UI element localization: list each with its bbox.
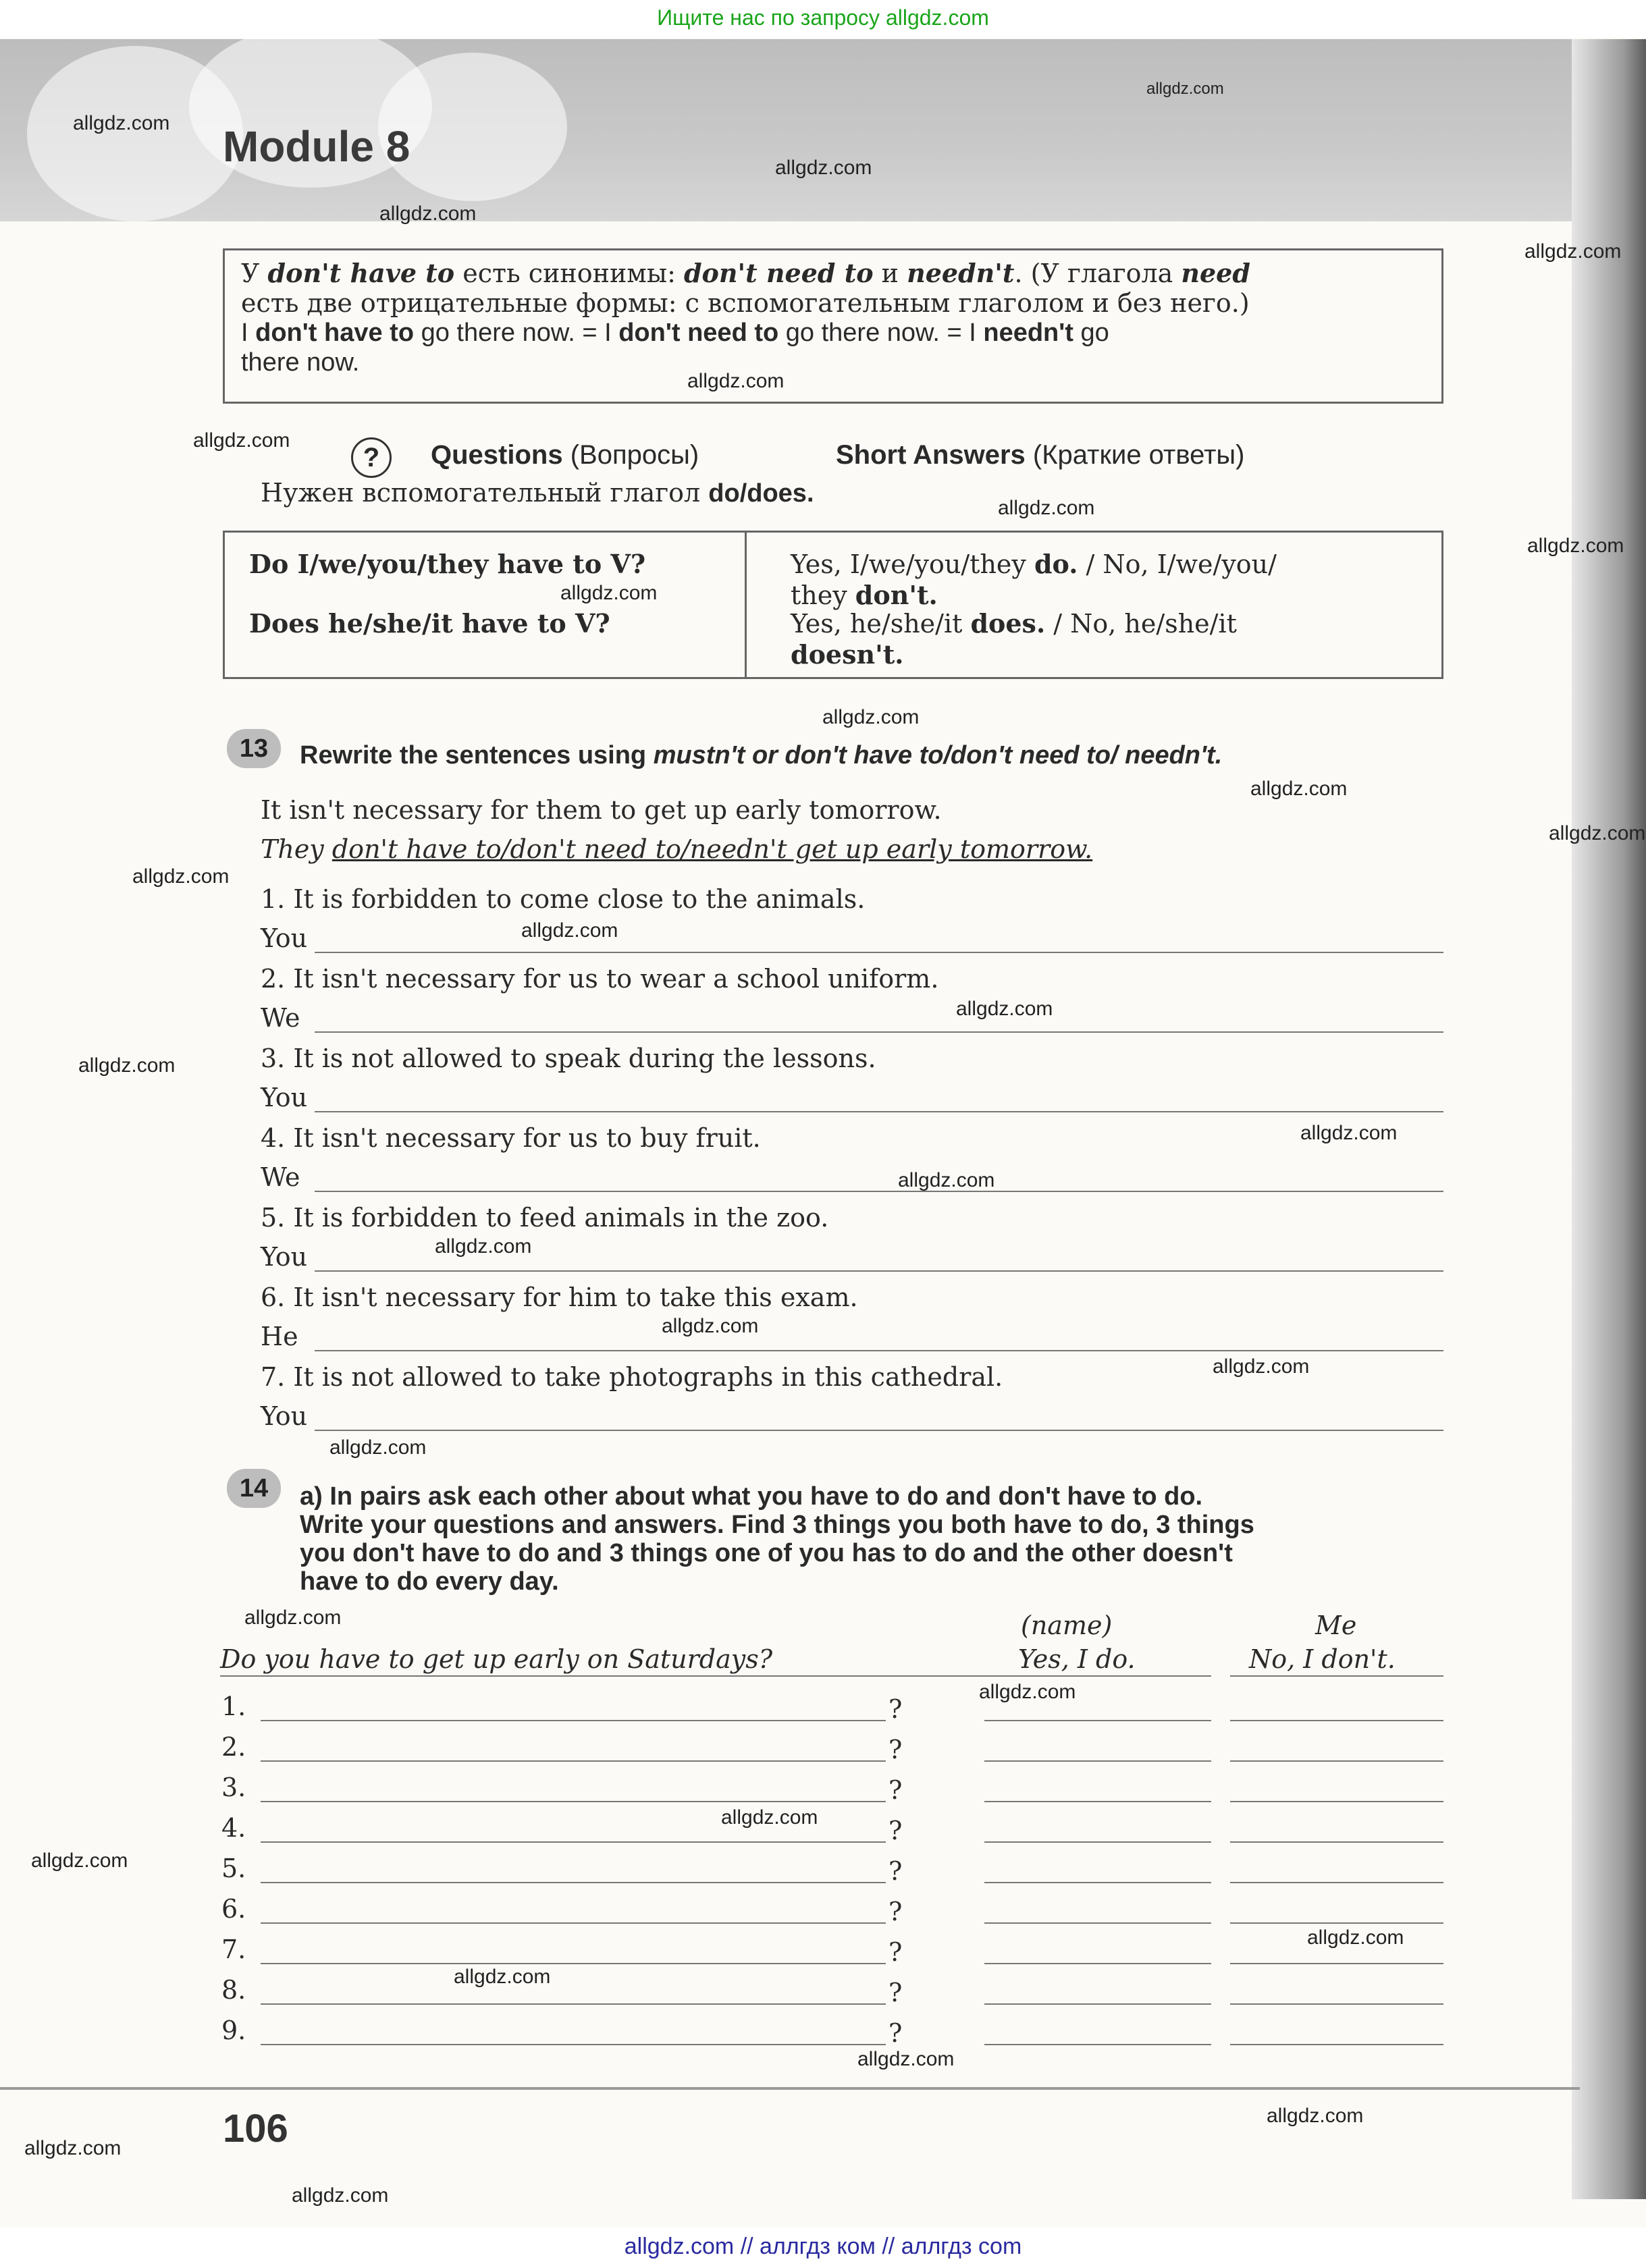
watermark: allgdz.com — [193, 429, 290, 452]
question-icon: ? — [351, 437, 392, 478]
partner-answer-line[interactable] — [984, 2044, 1211, 2045]
watermark: allgdz.com — [662, 1315, 759, 1337]
question-mark: ? — [888, 2018, 903, 2048]
answer-line[interactable] — [315, 1430, 1443, 1431]
watermark: allgdz.com — [857, 2048, 955, 2070]
questions-heading: Questions (Вопросы) — [431, 440, 699, 470]
row-number: 9. — [221, 2016, 246, 2045]
question-line[interactable] — [261, 1922, 886, 1924]
note-line-1: У don't have to есть синонимы: don't need to и needn't. (У глагола need — [241, 258, 1250, 288]
watermark: allgdz.com — [379, 202, 477, 225]
row-number: 5. — [221, 1854, 246, 1883]
exercise-13-item: 3. It is not allowed to speak during the lessons. — [261, 1044, 876, 1073]
watermark: allgdz.com — [560, 582, 658, 604]
exercise-13-instructions: Rewrite the sentences using mustn't or don't have to/don't need to/ needn't. — [300, 741, 1223, 770]
questions-table — [223, 531, 1443, 679]
my-answer-line[interactable] — [1230, 1882, 1443, 1883]
question-line[interactable] — [261, 1760, 886, 1762]
watermark: allgdz.com — [31, 1850, 128, 1872]
top-banner: Ищите нас по запросу allgdz.com — [0, 0, 1646, 38]
question-line[interactable] — [261, 1841, 886, 1843]
page-edge-shadow — [1572, 39, 1646, 2199]
watermark: allgdz.com — [775, 157, 872, 179]
note-line-4: there now. — [241, 348, 360, 377]
watermark: allgdz.com — [435, 1235, 532, 1258]
question-mark: ? — [888, 1694, 903, 1724]
partner-answer-line[interactable] — [984, 1963, 1211, 1964]
note-line-2: есть две отрицательные формы: с вспомогательным глаголом и без него.) — [241, 288, 1250, 318]
aux-verb-note: Нужен вспомогательный глагол do/does. — [261, 478, 814, 508]
exercise-14-example-answer-partner: Yes, I do. — [1018, 1644, 1136, 1674]
note-line-3: I don't have to go there now. = I don't need to go there now. = I needn't go — [241, 319, 1109, 347]
exercise-13-subject: You — [261, 1401, 308, 1431]
example-underline — [1230, 1675, 1443, 1677]
answer-line[interactable] — [315, 1350, 1443, 1351]
row-number: 7. — [221, 1935, 246, 1964]
table-divider — [745, 533, 747, 677]
question-mark: ? — [888, 1816, 903, 1845]
partner-answer-line[interactable] — [984, 1801, 1211, 1802]
exercise-14-instructions: a) In pairs ask each other about what you have to do and don't have to do. Write your questions and answers. Find 3 things you both have to do, 3 things you don't have to do and 3 things one of you has to do and the other doesn't have to do every day. — [300, 1482, 1254, 1596]
watermark: allgdz.com — [1250, 778, 1348, 800]
column-header-me: Me — [1315, 1611, 1357, 1640]
answer-line[interactable] — [315, 1191, 1443, 1192]
exercise-13-subject: You — [261, 1083, 308, 1112]
answer-plural: Yes, I/we/you/they do. / No, I/we/you/ they don't. — [791, 549, 1277, 610]
bottom-banner: allgdz.com // аллгдз ком // аллгдз com — [0, 2228, 1646, 2268]
question-mark: ? — [888, 1775, 903, 1805]
exercise-13-item: 6. It isn't necessary for him to take this exam. — [261, 1282, 858, 1312]
watermark: allgdz.com — [1527, 535, 1624, 557]
exercise-13-subject: We — [261, 1003, 300, 1033]
exercise-13-item: 7. It is not allowed to take photographs in this cathedral. — [261, 1362, 1003, 1392]
exercise-13-subject: You — [261, 1242, 308, 1272]
question-line[interactable] — [261, 1720, 886, 1721]
exercise-13-example-answer: They don't have to/don't need to/needn't get up early tomorrow. — [261, 834, 1093, 864]
watermark: allgdz.com — [244, 1606, 342, 1629]
watermark: allgdz.com — [979, 1681, 1076, 1703]
watermark: allgdz.com — [1267, 2105, 1364, 2127]
answer-line[interactable] — [315, 1031, 1443, 1033]
exercise-13-item: 1. It is forbidden to come close to the animals. — [261, 884, 866, 914]
question-mark: ? — [888, 1735, 903, 1764]
my-answer-line[interactable] — [1230, 1922, 1443, 1924]
exercise-14-example-question: Do you have to get up early on Saturdays? — [220, 1644, 773, 1674]
question-line[interactable] — [261, 1882, 886, 1883]
row-number: 6. — [221, 1894, 246, 1924]
my-answer-line[interactable] — [1230, 2044, 1443, 2045]
watermark: allgdz.com — [1213, 1355, 1310, 1378]
exercise-13-subject: We — [261, 1162, 300, 1192]
partner-answer-line[interactable] — [984, 1922, 1211, 1924]
watermark: allgdz.com — [292, 2184, 389, 2207]
partner-answer-line[interactable] — [984, 2003, 1211, 2005]
answer-line[interactable] — [315, 1111, 1443, 1112]
watermark: allgdz.com — [898, 1169, 995, 1191]
example-underline — [984, 1675, 1211, 1677]
my-answer-line[interactable] — [1230, 1841, 1443, 1843]
watermark: allgdz.com — [956, 998, 1053, 1020]
question-mark: ? — [888, 1897, 903, 1926]
watermark: allgdz.com — [1307, 1926, 1404, 1949]
column-header-name: (name) — [1021, 1611, 1113, 1640]
my-answer-line[interactable] — [1230, 1720, 1443, 1721]
exercise-13-item: 4. It isn't necessary for us to buy fruit. — [261, 1123, 761, 1153]
watermark: allgdz.com — [24, 2137, 122, 2159]
footer-rule — [0, 2087, 1580, 2090]
exercise-13-item: 2. It isn't necessary for us to wear a school uniform. — [261, 964, 939, 994]
watermark: allgdz.com — [1146, 80, 1224, 98]
watermark: allgdz.com — [78, 1054, 176, 1077]
question-singular: Does he/she/it have to V? — [249, 608, 610, 639]
my-answer-line[interactable] — [1230, 2003, 1443, 2005]
question-mark: ? — [888, 1937, 903, 1967]
watermark: allgdz.com — [132, 865, 230, 888]
short-answers-heading: Short Answers (Краткие ответы) — [836, 440, 1245, 470]
question-line[interactable] — [261, 1801, 886, 1802]
watermark: allgdz.com — [1300, 1122, 1398, 1144]
row-number: 1. — [221, 1692, 246, 1721]
exercise-13-example-question: It isn't necessary for them to get up early tomorrow. — [261, 795, 942, 825]
my-answer-line[interactable] — [1230, 1963, 1443, 1964]
note-box — [223, 248, 1443, 404]
question-line[interactable] — [261, 1963, 886, 1964]
question-mark: ? — [888, 1978, 903, 2007]
row-number: 8. — [221, 1975, 246, 2005]
question-line[interactable] — [261, 2003, 886, 2005]
watermark: allgdz.com — [1549, 822, 1646, 844]
exercise-13-item: 5. It is forbidden to feed animals in the zoo. — [261, 1203, 829, 1233]
question-line[interactable] — [261, 2044, 886, 2045]
question-plural: Do I/we/you/they have to V? — [249, 549, 646, 579]
watermark: allgdz.com — [721, 1806, 818, 1829]
watermark: allgdz.com — [998, 497, 1095, 519]
partner-answer-line[interactable] — [984, 1760, 1211, 1762]
partner-answer-line[interactable] — [984, 1841, 1211, 1843]
watermark: allgdz.com — [454, 1966, 551, 1988]
watermark: allgdz.com — [1524, 240, 1622, 263]
module-title: Module 8 — [223, 122, 410, 171]
row-number: 2. — [221, 1732, 246, 1762]
example-underline — [220, 1675, 1106, 1677]
page-number: 106 — [223, 2107, 288, 2151]
exercise-13-subject: He — [261, 1322, 298, 1351]
partner-answer-line[interactable] — [984, 1720, 1211, 1721]
watermark: allgdz.com — [687, 370, 785, 392]
watermark: allgdz.com — [329, 1436, 427, 1459]
exercise-13-subject: You — [261, 923, 308, 953]
exercise-14-example-answer-me: No, I don't. — [1249, 1644, 1396, 1674]
exercise-13-number: 13 — [227, 729, 281, 768]
watermark: allgdz.com — [73, 112, 170, 134]
my-answer-line[interactable] — [1230, 1760, 1443, 1762]
exercise-14-number: 14 — [227, 1469, 281, 1508]
watermark: allgdz.com — [822, 706, 920, 728]
answer-singular: Yes, he/she/it does. / No, he/she/it doesn't. — [791, 608, 1237, 670]
row-number: 4. — [221, 1813, 246, 1843]
my-answer-line[interactable] — [1230, 1801, 1443, 1802]
answer-line[interactable] — [315, 1270, 1443, 1272]
watermark: allgdz.com — [521, 919, 618, 942]
partner-answer-line[interactable] — [984, 1882, 1211, 1883]
answer-line[interactable] — [315, 952, 1443, 953]
row-number: 3. — [221, 1773, 246, 1802]
question-mark: ? — [888, 1856, 903, 1886]
